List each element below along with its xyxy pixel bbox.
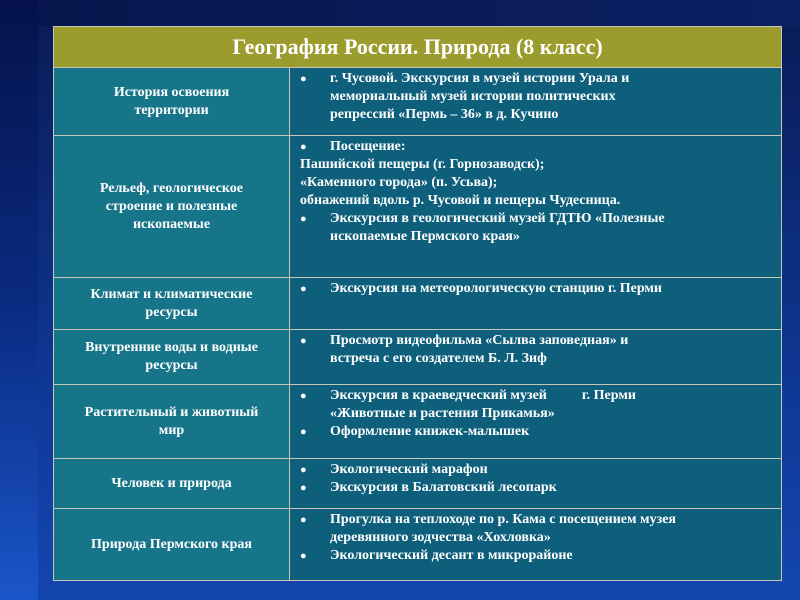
topic-cell: История освоения территории — [54, 68, 290, 136]
topic-cell: Растительный и животный мир — [54, 385, 290, 459]
topic-cell: Климат и климатические ресурсы — [54, 278, 290, 330]
bullet-icon: ● — [300, 550, 307, 562]
list-item: ● Экскурсия в краеведческий музей г. Перми «Животные и растения Прикамья» — [300, 388, 636, 421]
activity-cell — [290, 136, 782, 278]
curriculum-table — [53, 26, 782, 581]
topic-cell: Внутренние воды и водные ресурсы — [54, 330, 290, 385]
activity-cell — [290, 459, 782, 509]
left-decor-bar — [0, 0, 38, 600]
list-item: ● Экологический десант в микрорайоне — [300, 548, 573, 563]
list-item: ● г. Чусовой. Экскурсия в музей истории Урала и мемориальный музей истории политических репрессий «Пермь – 36» в д. Кучино — [300, 71, 630, 122]
list-item: ● Экскурсия в геологический музей ГДТЮ «Полезные ископаемые Пермского края» — [300, 211, 665, 244]
bullet-icon: ● — [300, 464, 307, 476]
table-row — [54, 509, 782, 581]
bullet-icon: ● — [300, 426, 307, 438]
activity-cell — [290, 68, 782, 136]
list-item: ● Прогулка на теплоходе по р. Кама с посещением музея деревянного зодчества «Хохловка» — [300, 512, 676, 545]
list-item: ● Посещение: — [300, 139, 406, 154]
table-row — [54, 68, 782, 136]
activity-cell — [290, 509, 782, 581]
bullet-icon: ● — [300, 73, 307, 85]
table-row — [54, 330, 782, 385]
topic-cell: Рельеф, геологическое строение и полезные ископаемые — [54, 136, 290, 278]
table-row — [54, 278, 782, 330]
list-item: ● Оформление книжек-малышек — [300, 424, 530, 439]
activity-cell — [290, 385, 782, 459]
list-item: ● Просмотр видеофильма «Сылва заповедная» и встреча с его создателем Б. Л. Зиф — [300, 333, 629, 366]
topic-cell: Человек и природа — [54, 459, 290, 509]
bullet-icon: ● — [300, 390, 307, 402]
bullet-icon: ● — [300, 141, 307, 153]
bullet-icon: ● — [300, 283, 307, 295]
top-decor-stripe — [38, 0, 800, 26]
list-subitem: обнажений вдоль р. Чусовой и пещеры Чудесница. — [300, 193, 621, 208]
bullet-icon: ● — [300, 514, 307, 526]
topic-cell: Природа Пермского края — [54, 509, 290, 581]
list-item: ● Экскурсия на метеорологическую станцию г. Перми — [300, 281, 663, 296]
bullet-icon: ● — [300, 213, 307, 225]
list-subitem: «Каменного города» (п. Усьва); — [300, 175, 498, 190]
table-row — [54, 385, 782, 459]
activity-cell — [290, 278, 782, 330]
list-item: ● Экскурсия в Балатовский лесопарк — [300, 480, 557, 495]
list-item: ● Экологический марафон — [300, 462, 488, 477]
table-row — [54, 136, 782, 278]
list-subitem: Пашийской пещеры (г. Горнозаводск); — [300, 157, 545, 172]
activity-cell — [290, 330, 782, 385]
table-row — [54, 459, 782, 509]
bullet-icon: ● — [300, 335, 307, 347]
bullet-icon: ● — [300, 482, 307, 494]
table-title: География России. Природа (8 класс) — [54, 27, 782, 68]
